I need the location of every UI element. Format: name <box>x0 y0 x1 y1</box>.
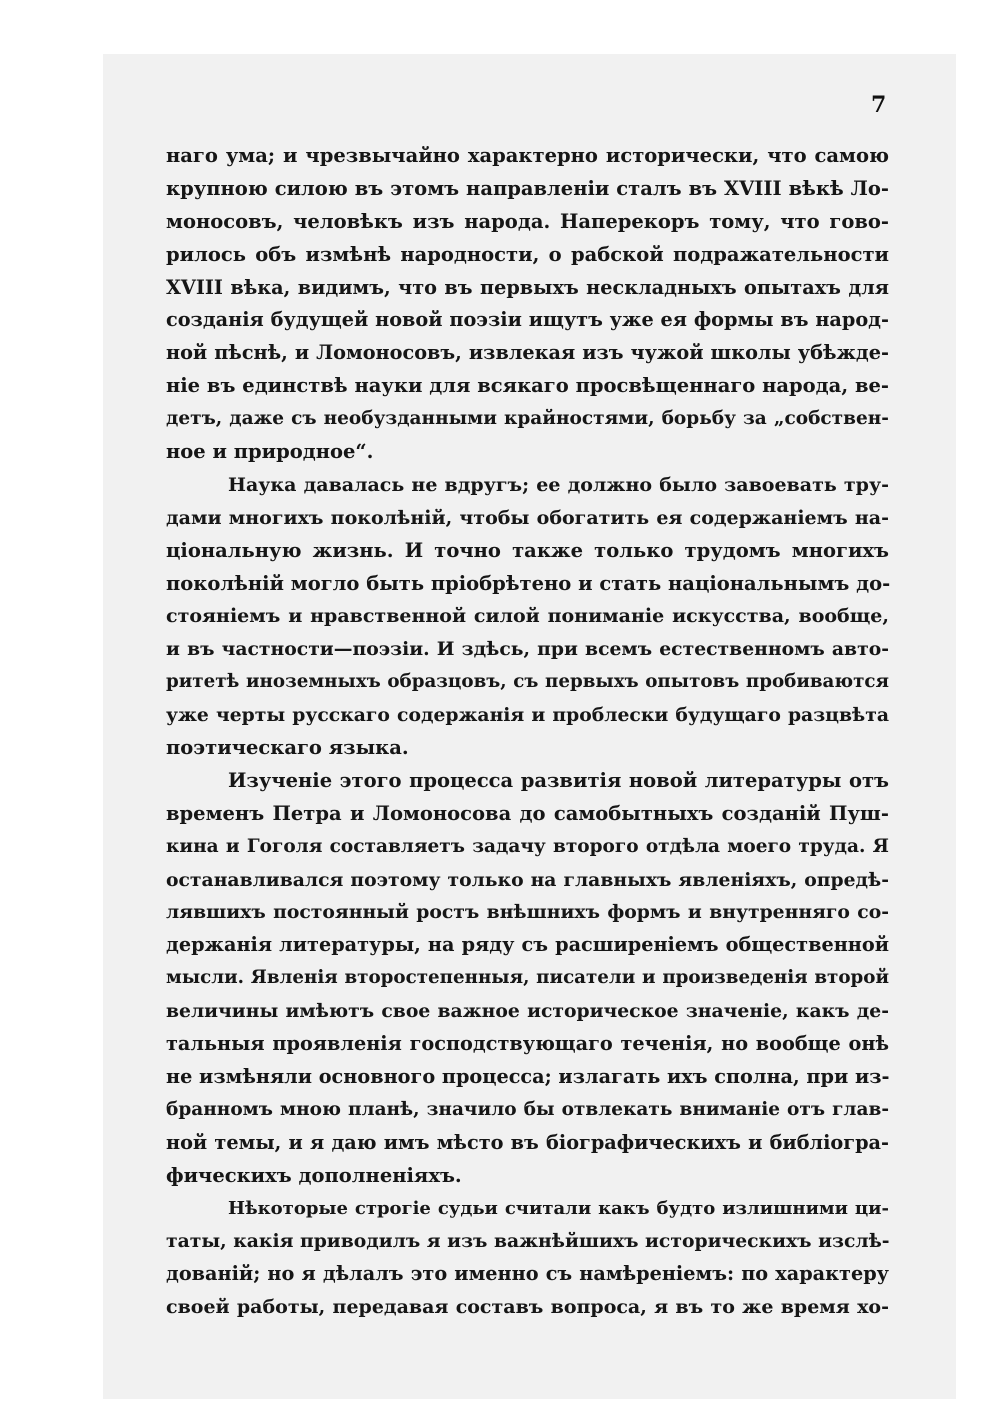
text-line: детъ, даже съ необузданными крайностями, борьбу за „собствен- <box>166 408 889 430</box>
text-line: бранномъ мною планѣ, значило бы отвлекать вниманіе отъ глав- <box>166 1098 889 1120</box>
text-line: Изученіе этого процесса развитія новой литературы отъ <box>228 768 889 792</box>
paragraph <box>166 1193 889 1325</box>
text-line: держанія литературы, на ряду съ расширеніемъ общественной <box>166 933 889 957</box>
paragraph <box>166 140 889 469</box>
text-line: поколѣній могло быть пріобрѣтено и стать національнымъ до- <box>166 571 891 595</box>
text-line: поэтическаго языка. <box>166 736 409 760</box>
text-line: рилось объ измѣнѣ народности, о рабской подражательности <box>166 242 889 266</box>
text-line: крупною силою въ этомъ направленіи сталъ въ XVIII вѣкѣ Ло- <box>166 176 889 200</box>
text-line: фическихъ дополненіяхъ. <box>166 1163 462 1187</box>
paragraph <box>166 469 889 765</box>
text-line: уже черты русскаго содержанія и проблески будущаго разцвѣта <box>166 704 889 727</box>
text-line: XVIII вѣка, видимъ, что въ первыхъ нескладныхъ опытахъ для <box>166 275 889 299</box>
text-line: не измѣняли основного процесса; излагать ихъ сполна, при из- <box>166 1064 890 1088</box>
text-line: созданія будущей новой поэзіи ищутъ уже ея формы въ народ- <box>166 308 889 332</box>
text-line: останавливался поэтому только на главныхъ явленіяхъ, опредѣ- <box>166 868 889 891</box>
body-text <box>166 140 889 1324</box>
page-number: 7 <box>871 92 887 118</box>
text-line: стояніемъ и нравственной силой пониманіе искусства, вообще, <box>166 605 889 628</box>
text-line: Наука давалась не вдругъ; ее должно было завоевать тру- <box>228 473 889 496</box>
text-line: ной темы, и я даю имъ мѣсто въ біографическихъ и библіогра- <box>166 1130 889 1154</box>
text-line: ное и природное“. <box>166 440 374 464</box>
text-line: ритетѣ иноземныхъ образцовъ, съ первыхъ опытовъ пробиваются <box>166 671 889 693</box>
text-line: своей работы, передавая составъ вопроса, я въ то же время хо- <box>166 1296 889 1319</box>
text-line: дами многихъ поколѣній, чтобы обогатить ея содержаніемъ на- <box>166 506 889 529</box>
text-line: наго ума; и чрезвычайно характерно исторически, что самою <box>166 144 889 167</box>
text-line: мысли. Явленія второстепенныя, писатели и произведенія второй <box>166 967 889 989</box>
text-line: временъ Петра и Ломоносова до самобытныхъ созданій Пуш- <box>166 801 889 825</box>
text-line: ніе въ единствѣ науки для всякаго просвѣщеннаго народа, ве- <box>166 374 889 398</box>
text-line: дованій; но я дѣлалъ это именно съ намѣреніемъ: по характеру <box>166 1262 889 1286</box>
text-line: и въ частности—поэзіи. И здѣсь, при всемъ естественномъ авто- <box>166 638 889 661</box>
text-line: Нѣкоторые строгіе судьи считали какъ будто излишними ци- <box>228 1197 889 1219</box>
text-line: величины имѣютъ свое важное историческое значеніе, какъ де- <box>166 1000 889 1023</box>
text-line: таты, какія приводилъ я изъ важнѣйшихъ историческихъ изслѣ- <box>166 1230 890 1253</box>
text-line: ціональную жизнь. И точно также только трудомъ многихъ <box>166 538 889 562</box>
text-line: ной пѣснѣ, и Ломоносовъ, извлекая изъ чужой школы убѣжде- <box>166 341 889 365</box>
paragraph <box>166 765 889 1193</box>
text-line: моносовъ, человѣкъ изъ народа. Наперекоръ тому, что гово- <box>166 209 889 233</box>
text-line: кина и Гоголя составляетъ задачу второго отдѣла моего труда. Я <box>166 835 889 857</box>
text-line: лявшихъ постоянный ростъ внѣшнихъ формъ и внутренняго со- <box>166 901 889 924</box>
text-line: тальныя проявленія господствующаго теченія, но вообще онѣ <box>166 1032 889 1056</box>
